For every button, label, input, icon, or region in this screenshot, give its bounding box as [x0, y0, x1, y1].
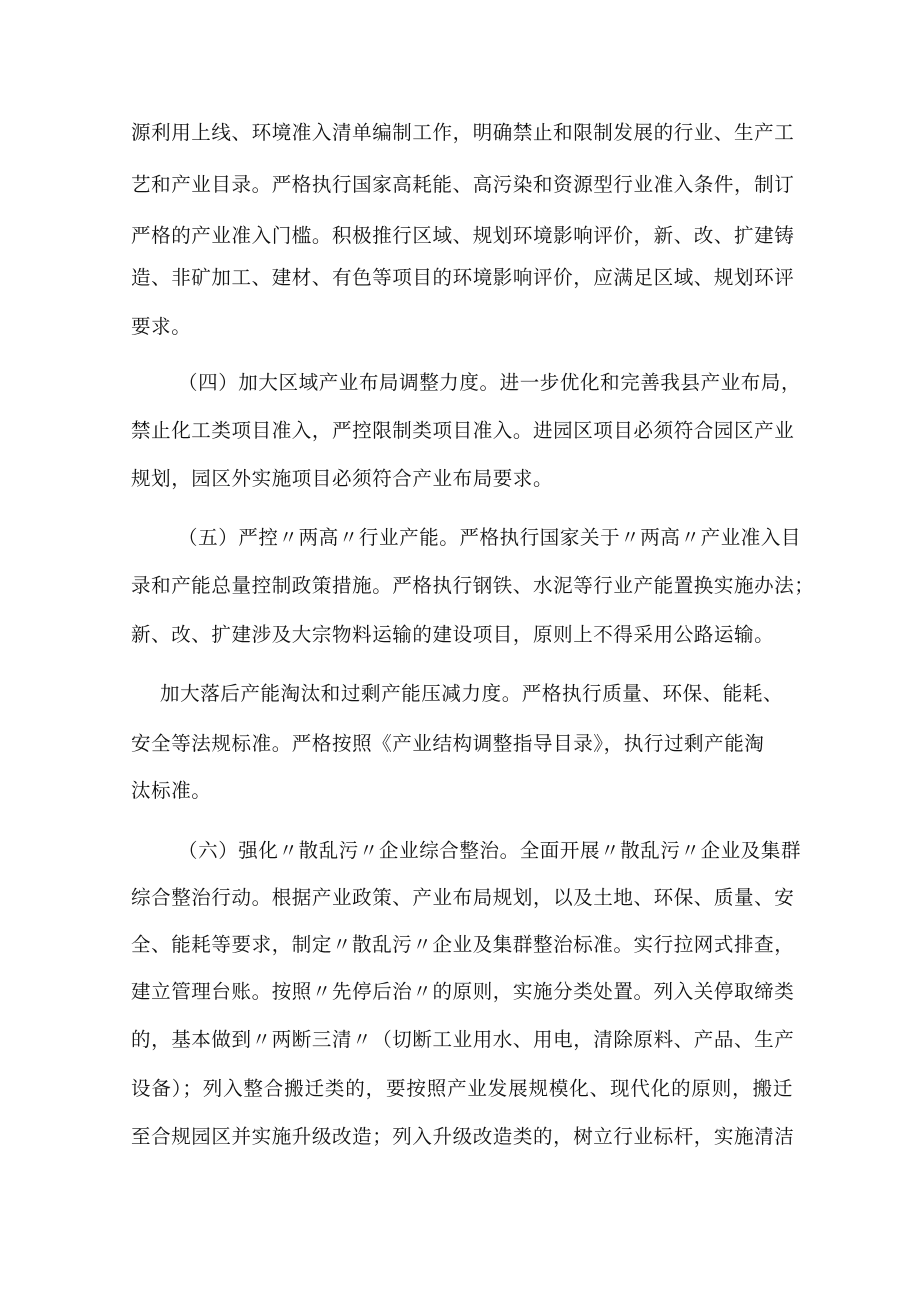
section-heading-line: （五）严控〃两高〃行业产能。严格执行国家关于〃两高〃产业准入目: [178, 526, 802, 549]
text-line: 禁止化工类项目准入，严控限制类项目准入。进园区项目必须符合园区产业: [131, 419, 795, 442]
section-heading-line: （六）强化〃散乱污〃企业综合整治。全面开展〃散乱污〃企业及集群: [178, 839, 802, 862]
text-line: 新、改、扩建涉及大宗物料运输的建设项目，原则上不得采用公路运输。: [131, 623, 775, 646]
text-line: 造、非矿加工、建材、有色等项目的环境影响评价，应满足区域、规划环评: [131, 266, 795, 289]
text-line: 源利用上线、环境准入清单编制工作，明确禁止和限制发展的行业、生产工: [131, 121, 795, 144]
text-line: 的，基本做到〃两断三清〃（切断工业用水、用电，清除原料、产品、生产: [131, 1028, 795, 1051]
text-line: 汰标准。: [131, 779, 212, 802]
text-line: 至合规园区并实施升级改造；列入升级改造类的，树立行业标杆，实施清洁: [131, 1125, 795, 1148]
text-line: 严格的产业准入门槛。积极推行区域、规划环境影响评价，新、改、扩建铸: [131, 224, 795, 247]
text-line: 艺和产业目录。严格执行国家高耗能、高污染和资源型行业准入条件，制订: [131, 173, 795, 196]
text-line: 规划，园区外实施项目必须符合产业布局要求。: [131, 467, 554, 490]
text-line: 全、能耗等要求，制定〃散乱污〃企业及集群整治标准。实行拉网式排查，: [131, 933, 795, 956]
text-line: 建立管理台账。按照〃先停后治〃的原则，实施分类处置。列入关停取缔类: [131, 980, 795, 1003]
text-line: 加大落后产能淘汰和过剩产能压减力度。严格执行质量、环保、能耗、: [160, 682, 784, 705]
text-line: 综合整治行动。根据产业政策、产业布局规划，以及土地、环保、质量、安: [131, 886, 795, 909]
section-heading-line: （四）加大区域产业布局调整力度。进一步优化和完善我县产业布局，: [178, 371, 802, 394]
text-line: 设备）；列入整合搬迁类的，要按照产业发展规模化、现代化的原则，搬迁: [131, 1077, 793, 1100]
text-line: 录和产能总量控制政策措施。严格执行钢铁、水泥等行业产能置换实施办法；: [131, 574, 815, 597]
text-line: 安全等法规标准。严格按照《产业结构调整指导目录》，执行过剩产能淘: [131, 732, 765, 755]
text-line: 要求。: [131, 315, 192, 338]
